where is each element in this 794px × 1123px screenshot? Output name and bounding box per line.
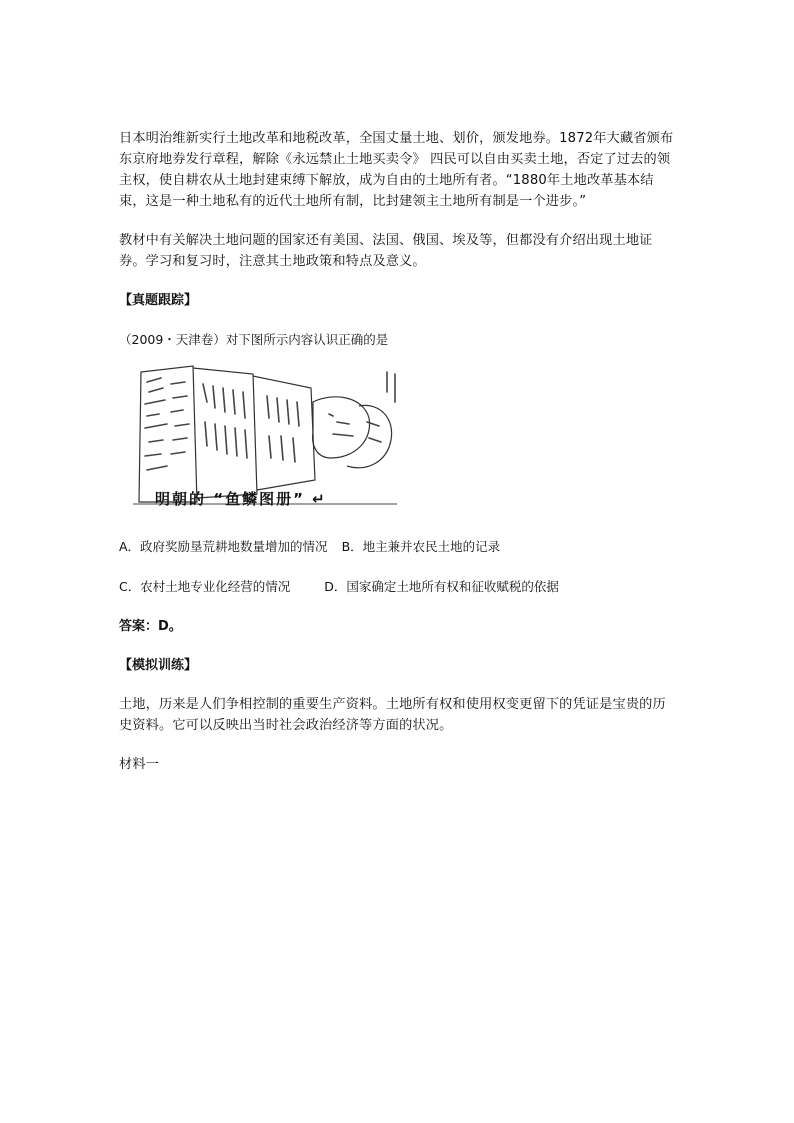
- section-heading-training: 【模拟训练】: [119, 658, 198, 673]
- meiji-paragraph: 日本明治维新实行土地改革和地税改革，全国丈量土地、划价，颁发地券。1872年大藏省颁布东京府地券发行章程，解除《永远禁止土地买卖令》 四民可以自由买卖土地，否定了过去的领主权，使自耕农从土地封建束缚下解放，成为自由的土地所有者。“1880年土地改革基本结束，这是一种土地私有的近代土地所有制，比封建领主土地所有制是一个进步。”: [119, 131, 674, 209]
- option-d: D．国家确定土地所有权和征收赋税的依据: [324, 579, 559, 594]
- option-a: A．政府奖励垦荒耕地数量增加的情况: [119, 539, 328, 554]
- option-b: B．地主兼并农民土地的记录: [341, 539, 501, 554]
- fish-scale-map-image: [133, 362, 403, 522]
- textbook-paragraph: 教材中有关解决土地问题的国家还有美国、法国、俄国、埃及等，但都没有介绍出现土地证券。学习和复习时，注意其土地政策和特点及意义。: [119, 233, 653, 269]
- options-row-1: [119, 536, 679, 557]
- question-stem: （2009・天津卷）对下图所示内容认识正确的是: [119, 332, 389, 347]
- options-row-2: [119, 576, 679, 597]
- document-body: [119, 128, 679, 775]
- material-label: 材料一: [119, 757, 160, 772]
- section-heading-real-exam: 【真题跟踪】: [119, 293, 198, 308]
- answer-line: 答案：D。: [119, 619, 182, 634]
- option-c: C．农村土地专业化经营的情况: [119, 579, 291, 594]
- training-paragraph: 土地，历来是人们争相控制的重要生产资料。土地所有权和使用权变更留下的凭证是宝贵的历史资料。它可以反映出当时社会政治经济等方面的状况。: [119, 697, 666, 733]
- figure-caption: 明朝的 “鱼鳞图册” ↵: [155, 490, 327, 508]
